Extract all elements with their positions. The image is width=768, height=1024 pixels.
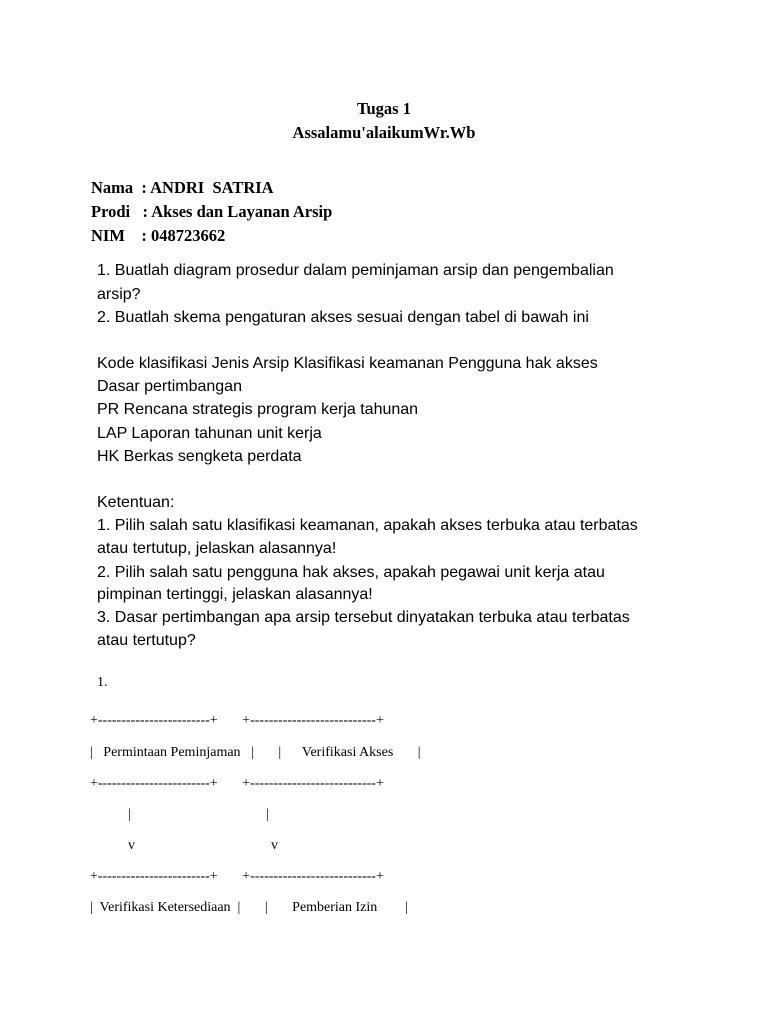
greeting: Assalamu'alaikumWr.Wb xyxy=(292,123,476,142)
answer-number: 1. xyxy=(97,675,108,690)
table-text-line: PR Rencana strategis program kerja tahunan xyxy=(97,401,419,418)
diagram-line: | Verifikasi Ketersediaan | | Pemberian Izin | xyxy=(90,900,409,915)
ketentuan-line: pimpinan tertinggi, jelaskan alasannya! xyxy=(97,586,373,603)
diagram-line: +------------------------+ +---------------------------+ xyxy=(90,869,384,884)
table-text-line: HK Berkas sengketa perdata xyxy=(97,448,302,465)
student-program: Prodi : Akses dan Layanan Arsip xyxy=(91,202,333,221)
question-line: 2. Buatlah skema pengaturan akses sesuai dengan tabel di bawah ini xyxy=(97,309,589,326)
ketentuan-line: 3. Dasar pertimbangan apa arsip tersebut dinyatakan terbuka atau terbatas xyxy=(97,609,630,626)
document-title: Tugas 1 xyxy=(357,99,411,118)
diagram-line: | Permintaan Peminjaman | | Verifikasi Akses | xyxy=(90,745,421,760)
diagram-arrow-shaft: | xyxy=(266,807,269,822)
ketentuan-heading: Ketentuan: xyxy=(97,494,175,511)
ketentuan-line: atau tertutup? xyxy=(97,632,196,649)
student-name: Nama : ANDRI SATRIA xyxy=(91,178,274,197)
diagram-arrow-shaft: | xyxy=(128,807,131,822)
ketentuan-line: 2. Pilih salah satu pengguna hak akses, apakah pegawai unit kerja atau xyxy=(97,564,605,581)
question-line: 1. Buatlah diagram prosedur dalam peminjaman arsip dan pengembalian xyxy=(97,262,614,279)
diagram-line: +------------------------+ +---------------------------+ xyxy=(90,713,384,728)
table-text-line: LAP Laporan tahunan unit kerja xyxy=(97,425,322,442)
question-line: arsip? xyxy=(97,286,141,303)
diagram-arrow-head: v xyxy=(128,838,135,853)
table-text-line: Dasar pertimbangan xyxy=(97,378,242,395)
table-text-line: Kode klasifikasi Jenis Arsip Klasifikasi keamanan Pengguna hak akses xyxy=(97,355,598,372)
diagram-line: +------------------------+ +---------------------------+ xyxy=(90,776,384,791)
ketentuan-line: atau tertutup, jelaskan alasannya! xyxy=(97,540,337,557)
student-id: NIM : 048723662 xyxy=(91,226,226,245)
diagram-arrow-head: v xyxy=(271,838,278,853)
ketentuan-line: 1. Pilih salah satu klasifikasi keamanan, apakah akses terbuka atau terbatas xyxy=(97,517,638,534)
